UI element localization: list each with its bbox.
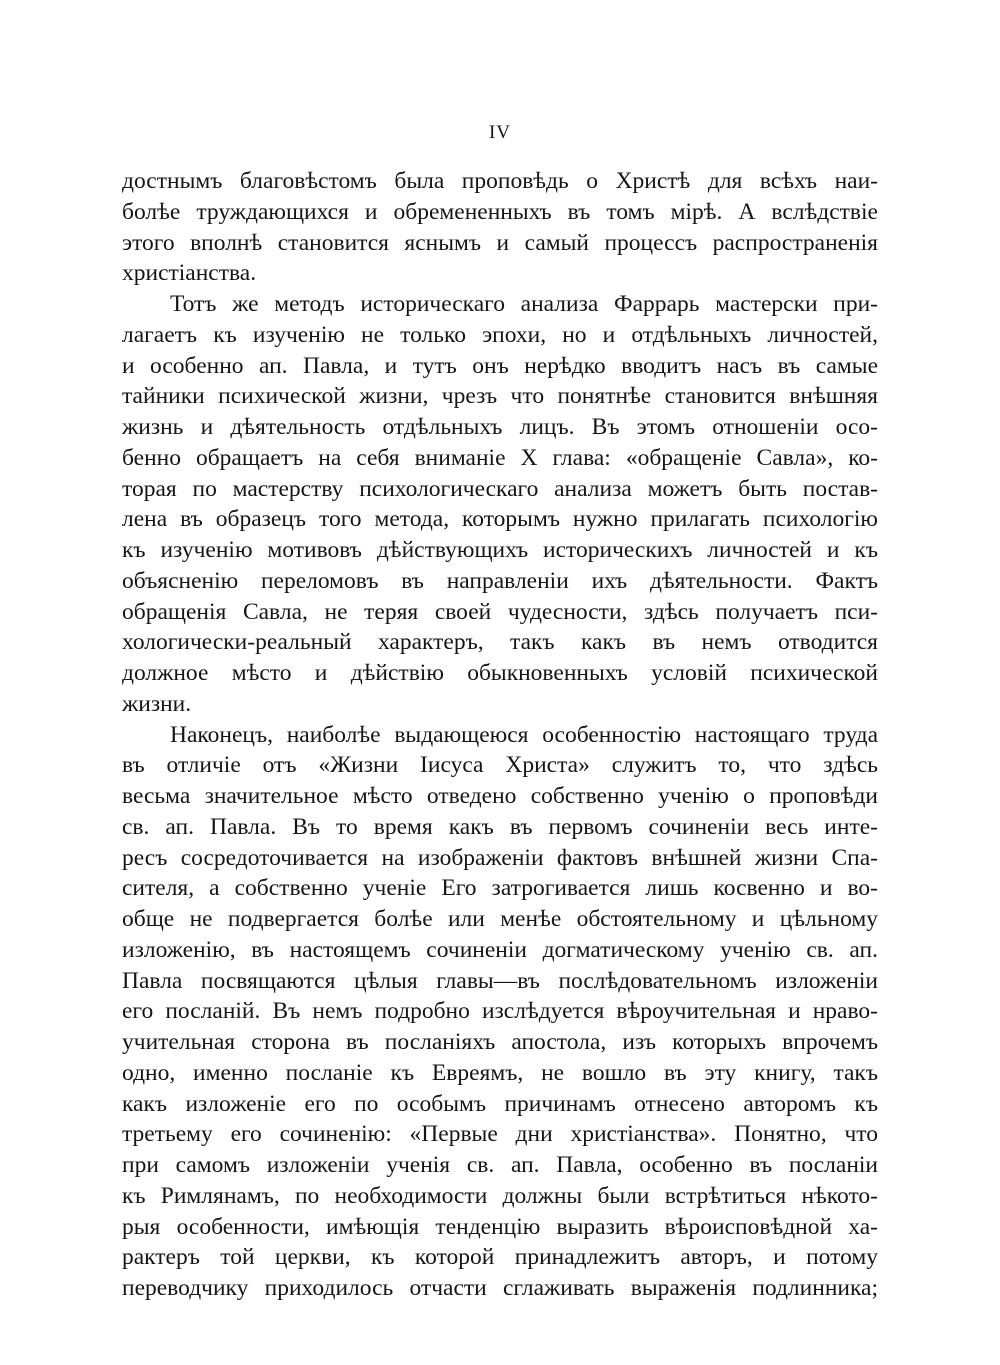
text-line: болѣе труждающихся и обремененныхъ въ томъ мірѣ. А вслѣдствіе: [122, 198, 878, 225]
text-line: рактеръ той церкви, къ которой принадлежитъ авторъ, и потому: [122, 1244, 878, 1271]
text-line: объясненію переломовъ въ направленіи ихъ дѣятельности. Фактъ: [122, 567, 878, 594]
text-line: рыя особенности, имѣющія тенденцію выразить вѣроисповѣдной ха-: [122, 1213, 878, 1240]
text-line: въ отличіе отъ «Жизни Іисуса Христа» служитъ то, что здѣсь: [122, 752, 878, 779]
text-line: одно, именно посланіе къ Евреямъ, не вошло въ эту книгу, такъ: [122, 1059, 878, 1086]
text-line: обращенія Савла, не теряя своей чудесности, здѣсь получаетъ пси-: [122, 598, 878, 625]
text-line: изложенію, въ настоящемъ сочиненіи догматическому ученію св. ап.: [122, 936, 878, 963]
text-line: Наконецъ, наиболѣе выдающеюся особенностію настоящаго труда: [170, 721, 878, 748]
text-line: обще не подвергается болѣе или менѣе обстоятельному и цѣльному: [122, 906, 878, 932]
text-line: достнымъ благовѣстомъ была проповѣдь о Христѣ для всѣхъ наи-: [122, 168, 878, 194]
text-line: хологически-реальный характеръ, такъ какъ въ немъ отводится: [122, 629, 878, 656]
text-line: торая по мастерству психологическаго анализа можетъ быть постав-: [122, 475, 878, 502]
text-line: учительная сторона въ посланіяхъ апостола, изъ которыхъ впрочемъ: [122, 1029, 878, 1055]
text-line: должное мѣсто и дѣйствію обыкновенныхъ условій психической: [122, 660, 878, 686]
text-line: третьему его сочиненію: «Первые дни христіанства». Понятно, что: [122, 1121, 878, 1148]
text-line: Павла посвящаются цѣлыя главы—въ послѣдовательномъ изложеніи: [122, 967, 878, 994]
text-line: св. ап. Павла. Въ то время какъ въ первомъ сочиненіи весь инте-: [122, 813, 878, 840]
text-line: христіанства.: [122, 260, 257, 287]
text-line: жизнь и дѣятельность отдѣльныхъ лицъ. Въ этомъ отношеніи осо-: [122, 414, 878, 440]
page-number: IV: [488, 122, 512, 143]
text-line: лагаетъ къ изученію не только эпохи, но и отдѣльныхъ личностей,: [122, 321, 878, 348]
body-text: [122, 166, 878, 1304]
text-line: этого вполнѣ становится яснымъ и самый процессъ распространенія: [122, 229, 878, 256]
text-line: сителя, а собственно ученіе Его затрогивается лишь косвенно и во-: [122, 875, 878, 902]
text-line: тайники психической жизни, чрезъ что понятнѣе становится внѣшняя: [122, 383, 878, 410]
text-line: бенно обращаетъ на себя вниманіе X глава: «обращеніе Савла», ко-: [122, 444, 878, 471]
text-line: весьма значительное мѣсто отведено собственно ученію о проповѣди: [122, 783, 878, 809]
text-line: лена въ образецъ того метода, которымъ нужно прилагать психологію: [122, 506, 878, 533]
text-line: ресъ сосредоточивается на изображеніи фактовъ внѣшней жизни Спа-: [122, 844, 878, 871]
text-line: при самомъ изложеніи ученія св. ап. Павла, особенно въ посланіи: [122, 1152, 878, 1178]
text-line: жизни.: [122, 690, 192, 717]
text-line: къ изученію мотивовъ дѣйствующихъ историческихъ личностей и къ: [122, 537, 878, 563]
text-line: какъ изложеніе его по особымъ причинамъ отнесено авторомъ къ: [122, 1090, 878, 1117]
text-line: къ Римлянамъ, по необходимости должны были встрѣтиться нѣкото-: [122, 1182, 878, 1209]
text-line: Тотъ же методъ историческаго анализа Фаррарь мастерски при-: [170, 291, 878, 317]
text-line: его посланій. Въ немъ подробно изслѣдуется вѣроучительная и нраво-: [122, 998, 878, 1025]
text-line: переводчику приходилось отчасти сглаживать выраженія подлинника;: [122, 1275, 878, 1301]
text-line: и особенно ап. Павла, и тутъ онъ нерѣдко вводитъ насъ въ самые: [122, 352, 878, 379]
